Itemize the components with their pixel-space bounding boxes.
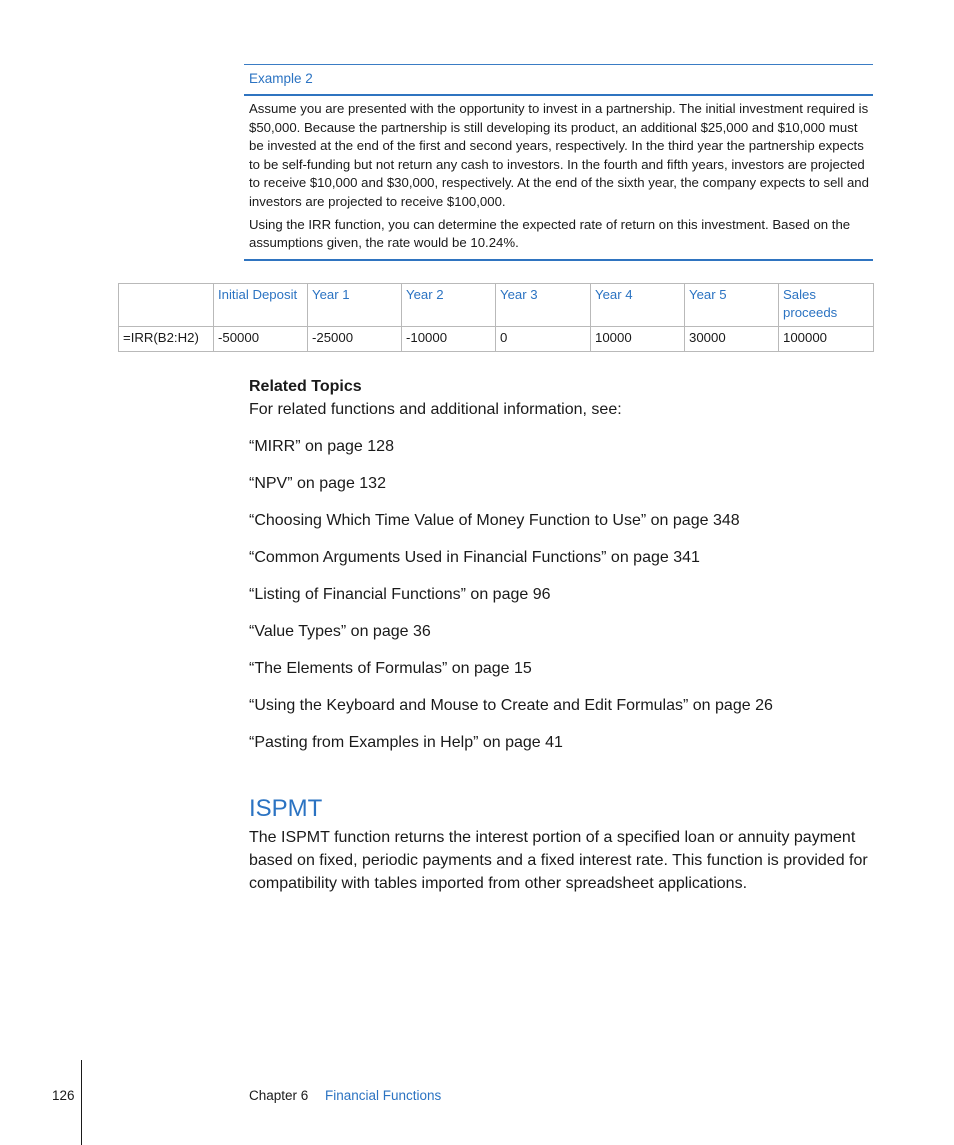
related-link-mirr[interactable]: “MIRR” on page 128 (249, 438, 394, 455)
related-topics (249, 376, 879, 754)
ispmt-section (249, 794, 879, 895)
ispmt-description: The ISPMT function returns the interest portion of a specified loan or annuity payment based on fixed, periodic payments and a fixed interest rate. This function is provided for compatibility with tables imported from other spreadsheet applications. (249, 829, 868, 892)
table-header-cell: Sales proceeds (779, 284, 874, 327)
example-paragraph: Using the IRR function, you can determine the expected rate of return on this investment. Based on the assumptions given, the rate would be 10.24%. (249, 216, 851, 251)
table-header-cell: Year 2 (402, 284, 496, 327)
table-cell: -10000 (402, 327, 496, 352)
table-header-cell: Year 5 (685, 284, 779, 327)
footer-chapter: Chapter 6 (249, 1088, 309, 1103)
related-topics-list (249, 436, 879, 754)
related-link-listing-financial[interactable]: “Listing of Financial Functions” on page 96 (249, 586, 551, 603)
table-row (119, 327, 874, 352)
related-link-common-arguments[interactable]: “Common Arguments Used in Financial Functions” on page 341 (249, 549, 700, 566)
table-header-cell: Year 4 (591, 284, 685, 327)
related-link-elements-of-formulas[interactable]: “The Elements of Formulas” on page 15 (249, 660, 532, 677)
irr-example-table (118, 283, 874, 352)
related-link-pasting-examples[interactable]: “Pasting from Examples in Help” on page 41 (249, 734, 563, 751)
page-number: 126 (52, 1088, 75, 1103)
table-cell: 100000 (779, 327, 874, 352)
footer-section-title: Financial Functions (325, 1088, 442, 1103)
related-link-value-types[interactable]: “Value Types” on page 36 (249, 623, 431, 640)
table-cell: -50000 (214, 327, 308, 352)
example-paragraph: Assume you are presented with the opportunity to invest in a partnership. The initial investment required is $50,000. Because the partnership is still developing its product, an additional $25,000 and $10,000 must be invested at the end of the first and second years, respectively. In the third year the partnership expects to be self-funding but not return any cash to investors. In the fourth and fifth years, investors are projected to receive $10,000 and $30,000, respectively. At the end of the sixth year, the company expects to sell and investors are projected to receive $100,000. (249, 101, 869, 209)
table-header-cell (119, 284, 214, 327)
table-cell: 30000 (685, 327, 779, 352)
table-cell: 10000 (591, 327, 685, 352)
related-topics-intro: For related functions and additional information, see: (249, 401, 622, 418)
example-box (244, 64, 873, 261)
table-cell: 0 (496, 327, 591, 352)
table-header-cell: Year 1 (308, 284, 402, 327)
table-cell: -25000 (308, 327, 402, 352)
related-link-npv[interactable]: “NPV” on page 132 (249, 475, 386, 492)
table-header-cell: Initial Deposit (214, 284, 308, 327)
table-cell: =IRR(B2:H2) (119, 327, 214, 352)
table-header-cell: Year 3 (496, 284, 591, 327)
ispmt-heading: ISPMT (249, 795, 323, 822)
footer-divider (81, 1060, 82, 1145)
example-title: Example 2 (249, 71, 313, 86)
example-bottom-rule (244, 259, 873, 261)
related-link-keyboard-mouse[interactable]: “Using the Keyboard and Mouse to Create and Edit Formulas” on page 26 (249, 697, 773, 714)
table-header-row (119, 284, 874, 327)
related-link-choosing-tvm[interactable]: “Choosing Which Time Value of Money Function to Use” on page 348 (249, 512, 740, 529)
related-topics-heading: Related Topics (249, 378, 362, 395)
